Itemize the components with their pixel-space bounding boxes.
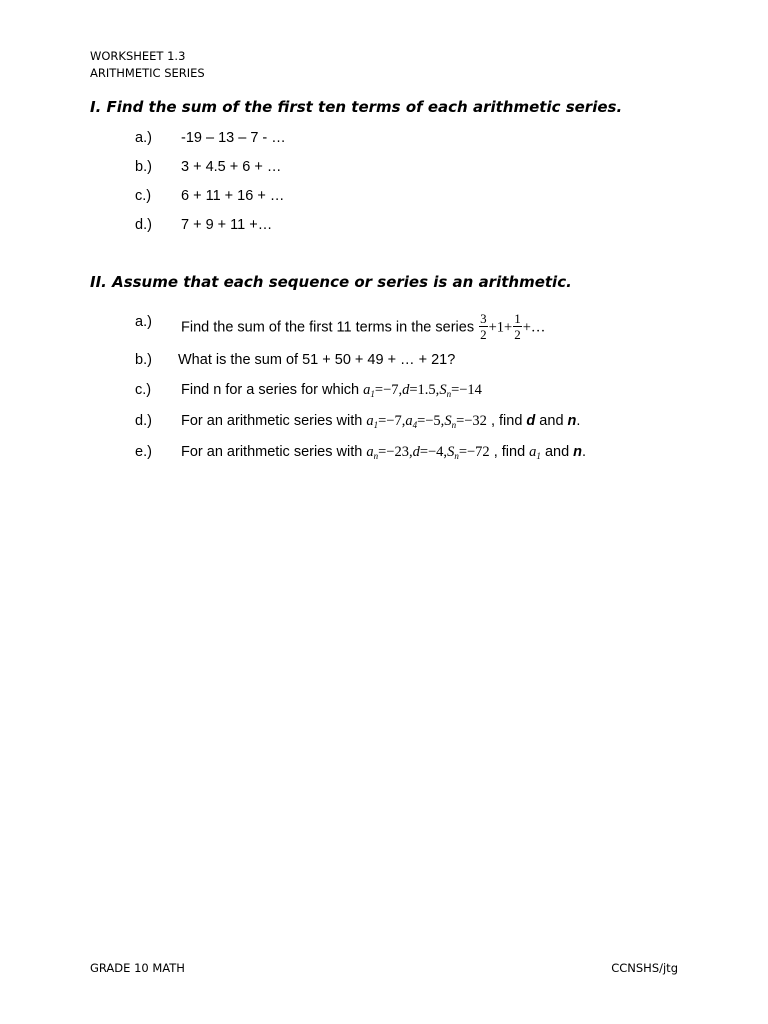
math-value: =−32 [456,413,487,429]
item-text: 7 + 9 + 11 +… [181,217,273,233]
worksheet-topic: ARITHMETIC SERIES [90,66,205,80]
math-a1 [363,382,375,398]
fraction-numerator: 1 [514,311,521,326]
subscript: n [446,389,452,399]
math-value: =−23, [378,444,413,460]
item-text: 3 + 4.5 + 6 + … [181,159,282,175]
fraction-numerator: 3 [480,311,487,326]
math-value: =−5, [417,413,445,429]
math-value: =−7, [374,382,403,398]
math-a1 [529,444,541,460]
item-text: 6 + 11 + 16 + … [181,188,285,204]
variable: S [439,382,447,398]
math-sn [447,444,459,460]
fraction-denominator: 2 [480,327,487,342]
math-sn [444,413,456,429]
variable: S [447,444,455,460]
and-text: and [535,413,568,429]
subscript: 1 [370,389,375,399]
item-text: What is the sum of 51 + 50 + 49 + … + 21? [178,352,456,368]
math-a4 [405,413,417,429]
item-label: d.) [135,413,152,429]
find-text: , find [486,413,527,429]
subscript: n [454,451,459,461]
math-sn [439,382,451,398]
question-text: Find n for a series for which [181,382,360,398]
fraction-three-halves [479,312,488,341]
subscript: 4 [412,420,418,430]
math-value: =−72 [458,444,490,460]
section-2-title: II. Assume that each sequence or series is an arithmetic. [90,273,572,291]
math-value: =−14 [451,382,482,398]
target-n: n [567,413,577,429]
item-text [181,313,545,342]
item-label: c.) [135,188,152,204]
variable: S [444,413,452,429]
question-text: For an arithmetic series with [181,413,363,429]
footer-school: CCNSHS/jtg [611,961,678,975]
variable: a [366,444,374,460]
find-text: , find [489,444,530,460]
question-text: For an arithmetic series with [181,444,363,460]
footer-grade: GRADE 10 MATH [90,961,185,975]
worksheet-number: WORKSHEET 1.3 [90,49,186,63]
subscript: 1 [536,451,541,461]
item-label: a.) [135,314,152,330]
series-plus-one: +1+ [488,319,513,336]
question-text: Find the sum of the first 11 terms in the series [181,319,475,336]
item-label: a.) [135,130,152,146]
variable: a [366,413,374,429]
variable: a [405,413,413,429]
math-a1 [366,413,378,429]
target-n: n [573,444,583,460]
math-value: =1.5, [409,382,440,398]
math-value: =−4, [419,444,448,460]
math-an [366,444,378,460]
subscript: n [451,420,457,430]
fraction-one-half [513,312,522,341]
and-text: and [540,444,574,460]
section-1-title: I. Find the sum of the first ten terms of each arithmetic series. [90,98,623,116]
period: . [582,444,587,460]
series-tail: +… [522,319,546,336]
subscript: 1 [373,420,379,430]
target-d: d [526,413,536,429]
variable: a [363,382,371,398]
item-label: e.) [135,444,152,460]
item-text [181,412,580,430]
item-label: c.) [135,382,152,398]
math-d: d [412,444,420,460]
item-label: b.) [135,159,152,175]
math-value: =−7, [378,413,406,429]
math-d: d [402,382,410,398]
item-text [181,381,482,399]
period: . [576,413,581,429]
variable: a [529,444,537,460]
item-label: b.) [135,352,152,368]
item-label: d.) [135,217,152,233]
subscript: n [373,451,379,461]
item-text: -19 – 13 – 7 - … [181,130,286,146]
fraction-denominator: 2 [514,327,521,342]
item-text [181,443,586,461]
